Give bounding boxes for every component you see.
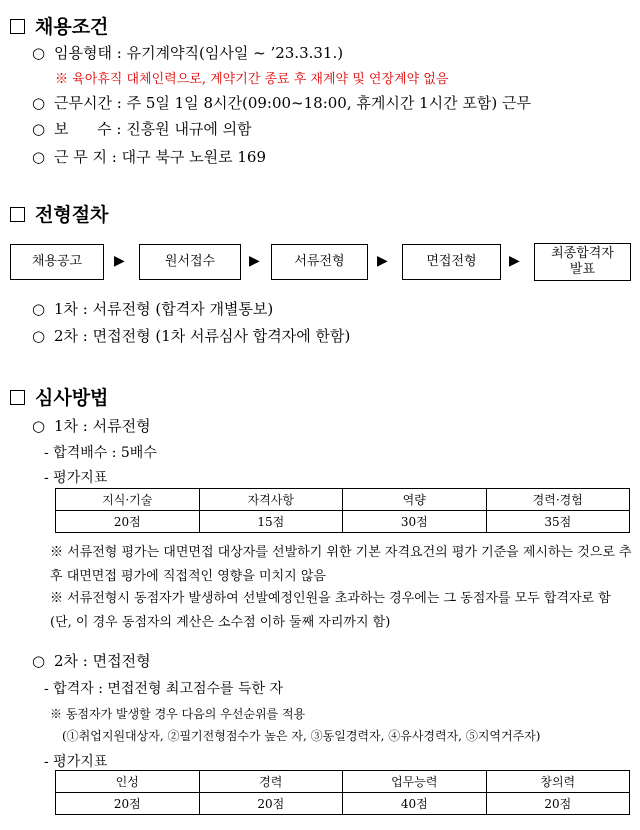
arrow-right-icon: ▶ bbox=[249, 253, 260, 269]
arrow-right-icon: ▶ bbox=[114, 253, 125, 269]
checkbox-square-icon bbox=[10, 19, 25, 34]
process-step-interview: 면접전형 bbox=[402, 244, 501, 280]
table-header-cell: 창의력 bbox=[486, 771, 630, 793]
round2-index-label: - 평가지표 bbox=[44, 754, 108, 770]
process-step-final-announcement: 최종합격자 발표 bbox=[534, 243, 631, 281]
table-header-cell: 경력 bbox=[199, 771, 343, 793]
round1-multiple: - 합격배수 : 5배수 bbox=[44, 445, 157, 461]
round1-title: ○ 1차 : 서류전형 bbox=[32, 417, 151, 435]
table-header-cell: 자격사항 bbox=[199, 489, 343, 511]
bullet-icon: ○ bbox=[32, 148, 46, 166]
location-row: ○ 근 무 지 : 대구 북구 노원로 169 bbox=[32, 148, 266, 166]
bullet-icon: ○ bbox=[32, 327, 46, 345]
section-heading-process: 전형절차 bbox=[10, 200, 108, 227]
table-cell: 20점 bbox=[199, 793, 343, 815]
round2-passer: - 합격자 : 면접전형 최고점수를 득한 자 bbox=[44, 681, 284, 697]
table-cell: 15점 bbox=[199, 511, 343, 533]
bullet-icon: ○ bbox=[32, 94, 46, 112]
round2-score-table bbox=[55, 770, 630, 815]
table-row bbox=[56, 793, 630, 815]
round2-title: ○ 2차 : 면접전형 bbox=[32, 652, 151, 670]
round2-priority: (①취업지원대상자, ②필기전형점수가 높은 자, ③동일경력자, ④유사경력자, ⑤지역거주자) bbox=[62, 729, 541, 743]
bullet-icon: ○ bbox=[32, 417, 46, 435]
bullet-icon: ○ bbox=[32, 44, 46, 62]
arrow-right-icon: ▶ bbox=[509, 253, 520, 269]
table-header-cell: 업무능력 bbox=[343, 771, 487, 793]
table-cell: 20점 bbox=[56, 511, 200, 533]
arrow-right-icon: ▶ bbox=[377, 253, 388, 269]
table-cell: 40점 bbox=[343, 793, 487, 815]
table-cell: 20점 bbox=[56, 793, 200, 815]
stage1-row: ○ 1차 : 서류전형 (합격자 개별통보) bbox=[32, 300, 274, 318]
pay-row: ○ 보 수 : 진흥원 내규에 의함 bbox=[32, 120, 252, 138]
process-step-announcement: 채용공고 bbox=[10, 244, 104, 280]
round1-note-1: ※ 서류전형 평가는 대면면접 대상자를 선발하기 위한 기본 자격요건의 평가 기준을 제시하는 것으로 추후 대면면접 평가에 직접적인 영향을 미치지 않음 bbox=[50, 545, 632, 584]
working-hours-row: ○ 근무시간 : 주 5일 1일 8시간(09:00~18:00, 휴게시간 1시간 포함) 근무 bbox=[32, 94, 531, 112]
table-cell: 35점 bbox=[486, 511, 630, 533]
section-heading-evaluation: 심사방법 bbox=[10, 383, 108, 410]
table-header-row bbox=[56, 489, 630, 511]
table-header-row bbox=[56, 771, 630, 793]
process-step-application: 원서접수 bbox=[139, 244, 241, 280]
table-cell: 20점 bbox=[486, 793, 630, 815]
table-cell: 30점 bbox=[343, 511, 487, 533]
stage2-row: ○ 2차 : 면접전형 (1차 서류심사 합격자에 한함) bbox=[32, 327, 351, 345]
table-header-cell: 인성 bbox=[56, 771, 200, 793]
section-heading-conditions: 채용조건 bbox=[10, 12, 108, 39]
round2-tie-note: ※ 동점자가 발생할 경우 다음의 우선순위를 적용 bbox=[50, 707, 306, 721]
employment-type-row: ○ 임용형태 : 유기계약직(임사일 ~ ’23.3.31.) bbox=[32, 44, 344, 62]
process-step-document-screening: 서류전형 bbox=[271, 244, 368, 280]
table-header-cell: 역량 bbox=[343, 489, 487, 511]
round1-index-label: - 평가지표 bbox=[44, 470, 108, 486]
round1-score-table bbox=[55, 488, 630, 533]
table-row bbox=[56, 511, 630, 533]
bullet-icon: ○ bbox=[32, 652, 46, 670]
table-header-cell: 지식·기술 bbox=[56, 489, 200, 511]
table-header-cell: 경력·경험 bbox=[486, 489, 630, 511]
no-renewal-note: ※ 육아휴직 대체인력으로, 계약기간 종료 후 재계약 및 연장계약 없음 bbox=[55, 72, 449, 87]
bullet-icon: ○ bbox=[32, 120, 46, 138]
checkbox-square-icon bbox=[10, 207, 25, 222]
bullet-icon: ○ bbox=[32, 300, 46, 318]
round1-note-2: ※ 서류전형시 동점자가 발생하여 선발예정인원을 초과하는 경우에는 그 동점자를 모두 합격자로 함(단, 이 경우 동점자의 계산은 소수점 이하 둘째 자리까지 함) bbox=[50, 591, 611, 630]
checkbox-square-icon bbox=[10, 390, 25, 405]
